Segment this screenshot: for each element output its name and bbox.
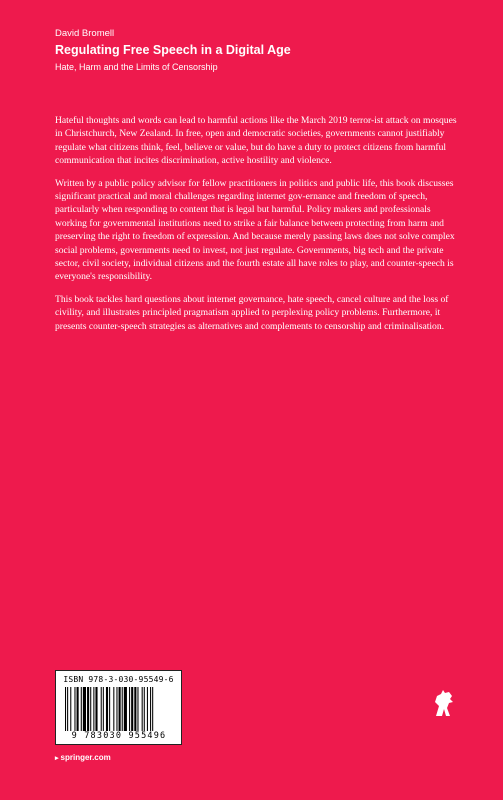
barcode-bars	[64, 687, 174, 731]
blurb-paragraph-3: This book tackles hard questions about internet governance, hate speech, cancel culture and the loss of civility, and illustrates principled pragmatism applied to perplexing policy problems. Furthermore, it presents counter-speech strategies as alternatives and complements to censorship and criminalisation.	[55, 293, 449, 332]
publisher-url-text: springer.com	[60, 753, 111, 762]
springer-horse-icon	[430, 688, 458, 718]
isbn-label: ISBN 978-3-030-95549-6	[63, 675, 174, 684]
publisher-url	[55, 753, 111, 764]
blurb-paragraph-2: Written by a public policy advisor for fellow practitioners in politics and public life, this book discusses significant practical and moral challenges regarding internet gov-ernance and freedom of speech, particularly when responding to content that is legal but harmful. Policy makers and professionals working for governmental institutions need to strike a fair balance between protecting from harm and preserving the right to freedom of expression. And because merely passing laws does not solve complex social problems, governments need to invest, not just regulate. Governments, big tech and the private sector, civil society, individual citizens and the fourth estate all have roles to play, and counter-speech is everyone's responsibility.	[55, 177, 455, 283]
isbn-barcode	[55, 670, 182, 745]
barcode-digits: 9 783030 955496	[71, 731, 167, 741]
blurb-text	[55, 114, 463, 342]
arrow-right-icon: ▸	[55, 755, 59, 762]
blurb-paragraph-1: Hateful thoughts and words can lead to harmful actions like the March 2019 terror-ist attack on mosques in Christchurch, New Zealand. In free, open and democratic societies, governments cannot justifiably regulate what citizens think, feel, believe or value, but do have a duty to protect citizens from harmful communication that incites discrimination, active hostility and violence.	[55, 115, 457, 167]
cover-header	[55, 28, 455, 73]
author-name: David Bromell	[55, 28, 115, 39]
book-subtitle: Hate, Harm and the Limits of Censorship	[55, 62, 218, 72]
book-title: Regulating Free Speech in a Digital Age	[55, 43, 291, 57]
